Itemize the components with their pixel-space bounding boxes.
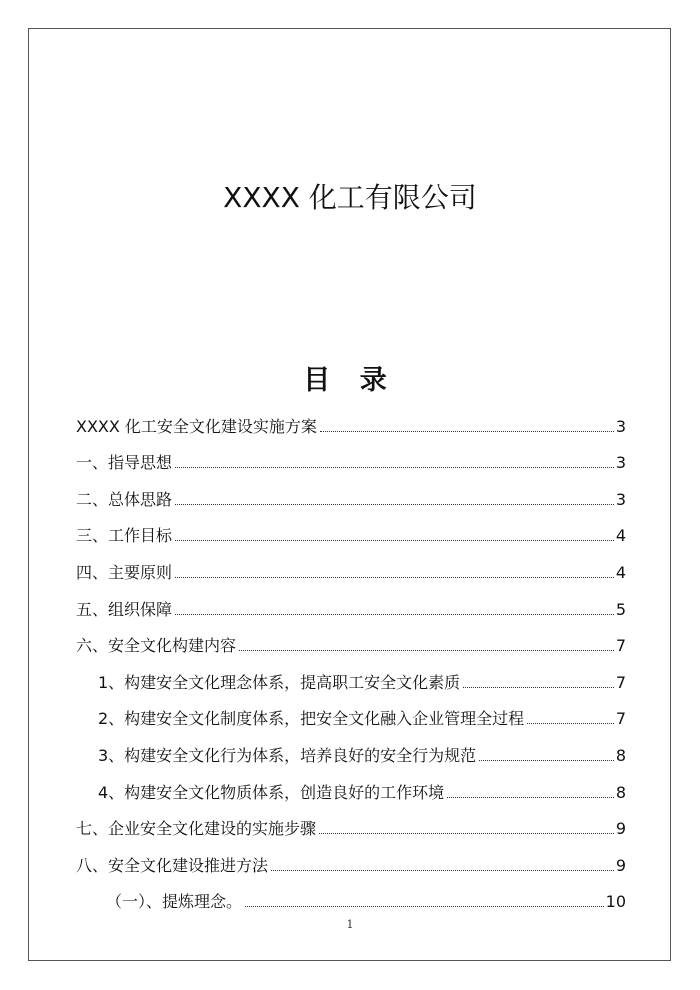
- toc-entry-label: 三、工作目标: [76, 526, 173, 546]
- toc-heading: 目 录: [303, 365, 397, 396]
- company-title: XXXX 化工有限公司: [223, 181, 477, 214]
- toc-entry-material-system[interactable]: [76, 766, 626, 803]
- toc-entry-label: 3、构建安全文化行为体系，培养良好的安全行为规范: [98, 745, 477, 765]
- toc-entry-organization[interactable]: [76, 583, 626, 620]
- toc-leader-dots: [175, 614, 614, 615]
- toc-leader-dots: [527, 723, 614, 724]
- toc-entry-page: 7: [615, 636, 626, 656]
- toc-entry-page: 8: [615, 745, 626, 765]
- toc-entry-page: 5: [615, 599, 626, 619]
- toc-leader-dots: [175, 540, 614, 541]
- toc-entry-label: 二、总体思路: [76, 489, 173, 509]
- toc-entry-page: 7: [615, 709, 626, 729]
- page-number: 1: [346, 918, 354, 931]
- toc-entry-label: 一、指导思想: [76, 453, 173, 473]
- toc-leader-dots: [175, 467, 614, 468]
- toc-entry-promotion-methods[interactable]: [76, 839, 626, 876]
- toc-leader-dots: [245, 906, 604, 907]
- toc-leader-dots: [319, 833, 614, 834]
- toc-entry-label: 七、企业安全文化建设的实施步骤: [76, 819, 317, 839]
- toc-entry-main-principles[interactable]: [76, 546, 626, 583]
- toc-leader-dots: [320, 431, 614, 432]
- toc-leader-dots: [239, 650, 614, 651]
- toc-entry-page: 3: [615, 489, 626, 509]
- toc-entry-concept-system[interactable]: [76, 656, 626, 693]
- toc-entry-work-goals[interactable]: [76, 510, 626, 547]
- toc-entry-page: 3: [615, 453, 626, 473]
- toc-entry-label: （一）、提炼理念。: [106, 892, 243, 912]
- toc-entry-plan[interactable]: [76, 400, 626, 437]
- toc-entry-page: 10: [605, 892, 626, 912]
- toc-leader-dots: [447, 797, 614, 798]
- toc-entry-page: 3: [615, 416, 626, 436]
- toc-entry-label: 八、安全文化建设推进方法: [76, 855, 269, 875]
- toc-entry-page: 7: [615, 672, 626, 692]
- toc-leader-dots: [479, 760, 614, 761]
- toc-entry-page: 9: [615, 855, 626, 875]
- toc-entry-behavior-system[interactable]: [76, 729, 626, 766]
- toc-entry-label: 1、构建安全文化理念体系，提高职工安全文化素质: [98, 672, 461, 692]
- toc-entry-page: 4: [615, 562, 626, 582]
- table-of-contents: [76, 400, 626, 912]
- toc-entry-culture-content[interactable]: [76, 620, 626, 657]
- toc-entry-label: XXXX 化工安全文化建设实施方案: [76, 416, 317, 436]
- toc-entry-guiding-ideology[interactable]: [76, 437, 626, 474]
- toc-entry-label: 四、主要原则: [76, 562, 173, 582]
- toc-leader-dots: [463, 687, 614, 688]
- toc-entry-page: 8: [615, 782, 626, 802]
- toc-entry-overall-approach[interactable]: [76, 473, 626, 510]
- toc-entry-implementation-steps[interactable]: [76, 803, 626, 840]
- toc-leader-dots: [271, 870, 614, 871]
- toc-leader-dots: [175, 577, 614, 578]
- toc-entry-page: 9: [615, 819, 626, 839]
- toc-entry-label: 六、安全文化构建内容: [76, 636, 237, 656]
- toc-entry-label: 4、构建安全文化物质体系，创造良好的工作环境: [98, 782, 445, 802]
- toc-entry-institution-system[interactable]: [76, 693, 626, 730]
- toc-entry-page: 4: [615, 526, 626, 546]
- toc-entry-refine-concept[interactable]: [76, 876, 626, 913]
- toc-leader-dots: [175, 504, 614, 505]
- toc-entry-label: 2、构建安全文化制度体系，把安全文化融入企业管理全过程: [98, 709, 525, 729]
- toc-entry-label: 五、组织保障: [76, 599, 173, 619]
